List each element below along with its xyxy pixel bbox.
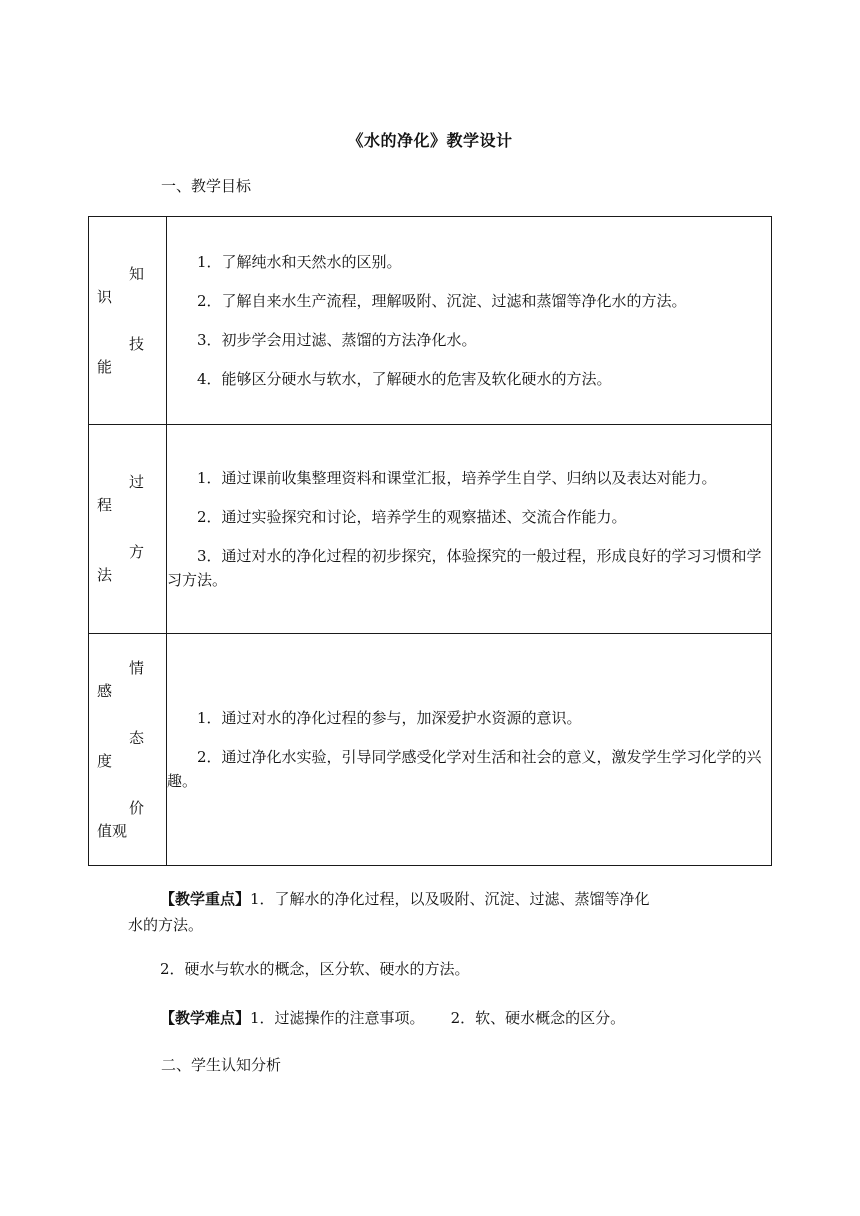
difficulties-line: [160, 1006, 625, 1030]
document-title: 《水的净化》教学设计: [347, 131, 513, 150]
category-char: 法: [97, 566, 113, 584]
objective-item: 2．了解自来水生产流程，理解吸附、沉淀、过滤和蒸馏等净化水的方法。: [197, 292, 687, 310]
category-char: 知: [129, 264, 145, 283]
key-points-line1: [160, 887, 650, 911]
table-row: [89, 634, 772, 866]
objectives-content-cell: [167, 217, 772, 425]
objective-item: 2．通过实验探究和讨论，培养学生的观察描述、交流合作能力。: [197, 508, 627, 526]
category-char: 情: [129, 658, 145, 677]
objective-item: 2．通过净化水实验，引导同学感受化学对生活和社会的意义，激发学生学习化学的兴趣。: [167, 748, 762, 790]
difficulties-item2: 2．软、硬水概念的区分。: [450, 1009, 626, 1027]
objective-item: 1．通过对水的净化过程的参与，加深爱护水资源的意识。: [197, 709, 582, 727]
objective-item: 4．能够区分硬水与软水，了解硬水的危害及软化硬水的方法。: [197, 370, 612, 388]
objective-item: 1．了解纯水和天然水的区别。: [197, 253, 402, 271]
category-cell-process-methods: [89, 425, 167, 634]
category-char: 技: [129, 334, 145, 353]
objectives-content-cell: [167, 425, 772, 634]
table-row: [89, 217, 772, 425]
objectives-table: [88, 216, 772, 866]
category-char: 能: [97, 357, 113, 376]
objectives-content-cell: [167, 634, 772, 866]
section-heading-cognitive-analysis: 二、学生认知分析: [161, 1056, 282, 1074]
category-char: 值观: [97, 821, 128, 840]
section-heading-objectives: 一、教学目标: [161, 177, 252, 195]
objective-item: 3．通过对水的净化过程的初步探究，体验探究的一般过程，形成良好的学习习惯和学习方法。: [167, 547, 762, 589]
category-cell-knowledge-skills: [89, 217, 167, 425]
difficulties-item1: 1．过滤操作的注意事项。: [250, 1009, 425, 1027]
key-points-item1: 1．了解水的净化过程，以及吸附、沉淀、过滤、蒸馏等净化: [250, 890, 650, 908]
category-char: 度: [97, 751, 113, 770]
category-char: 过: [129, 473, 145, 491]
category-char: 价: [129, 798, 145, 817]
category-char: 态: [129, 728, 145, 747]
category-char: 方: [129, 543, 145, 561]
key-points-label: 【教学重点】: [160, 890, 251, 908]
category-cell-emotion-attitude-values: [89, 634, 167, 866]
table-row: [89, 425, 772, 634]
objective-item: 3．初步学会用过滤、蒸馏的方法净化水。: [197, 331, 477, 349]
key-points-item2: 2．硬水与软水的概念，区分软、硬水的方法。: [160, 960, 470, 978]
category-char: 识: [97, 287, 113, 306]
objective-item: 1．通过课前收集整理资料和课堂汇报，培养学生自学、归纳以及表达对能力。: [197, 469, 717, 487]
key-points-line1-continuation: 水的方法。: [128, 916, 204, 934]
difficulties-label: 【教学难点】: [160, 1009, 251, 1027]
category-char: 程: [97, 496, 113, 514]
category-char: 感: [97, 681, 113, 700]
